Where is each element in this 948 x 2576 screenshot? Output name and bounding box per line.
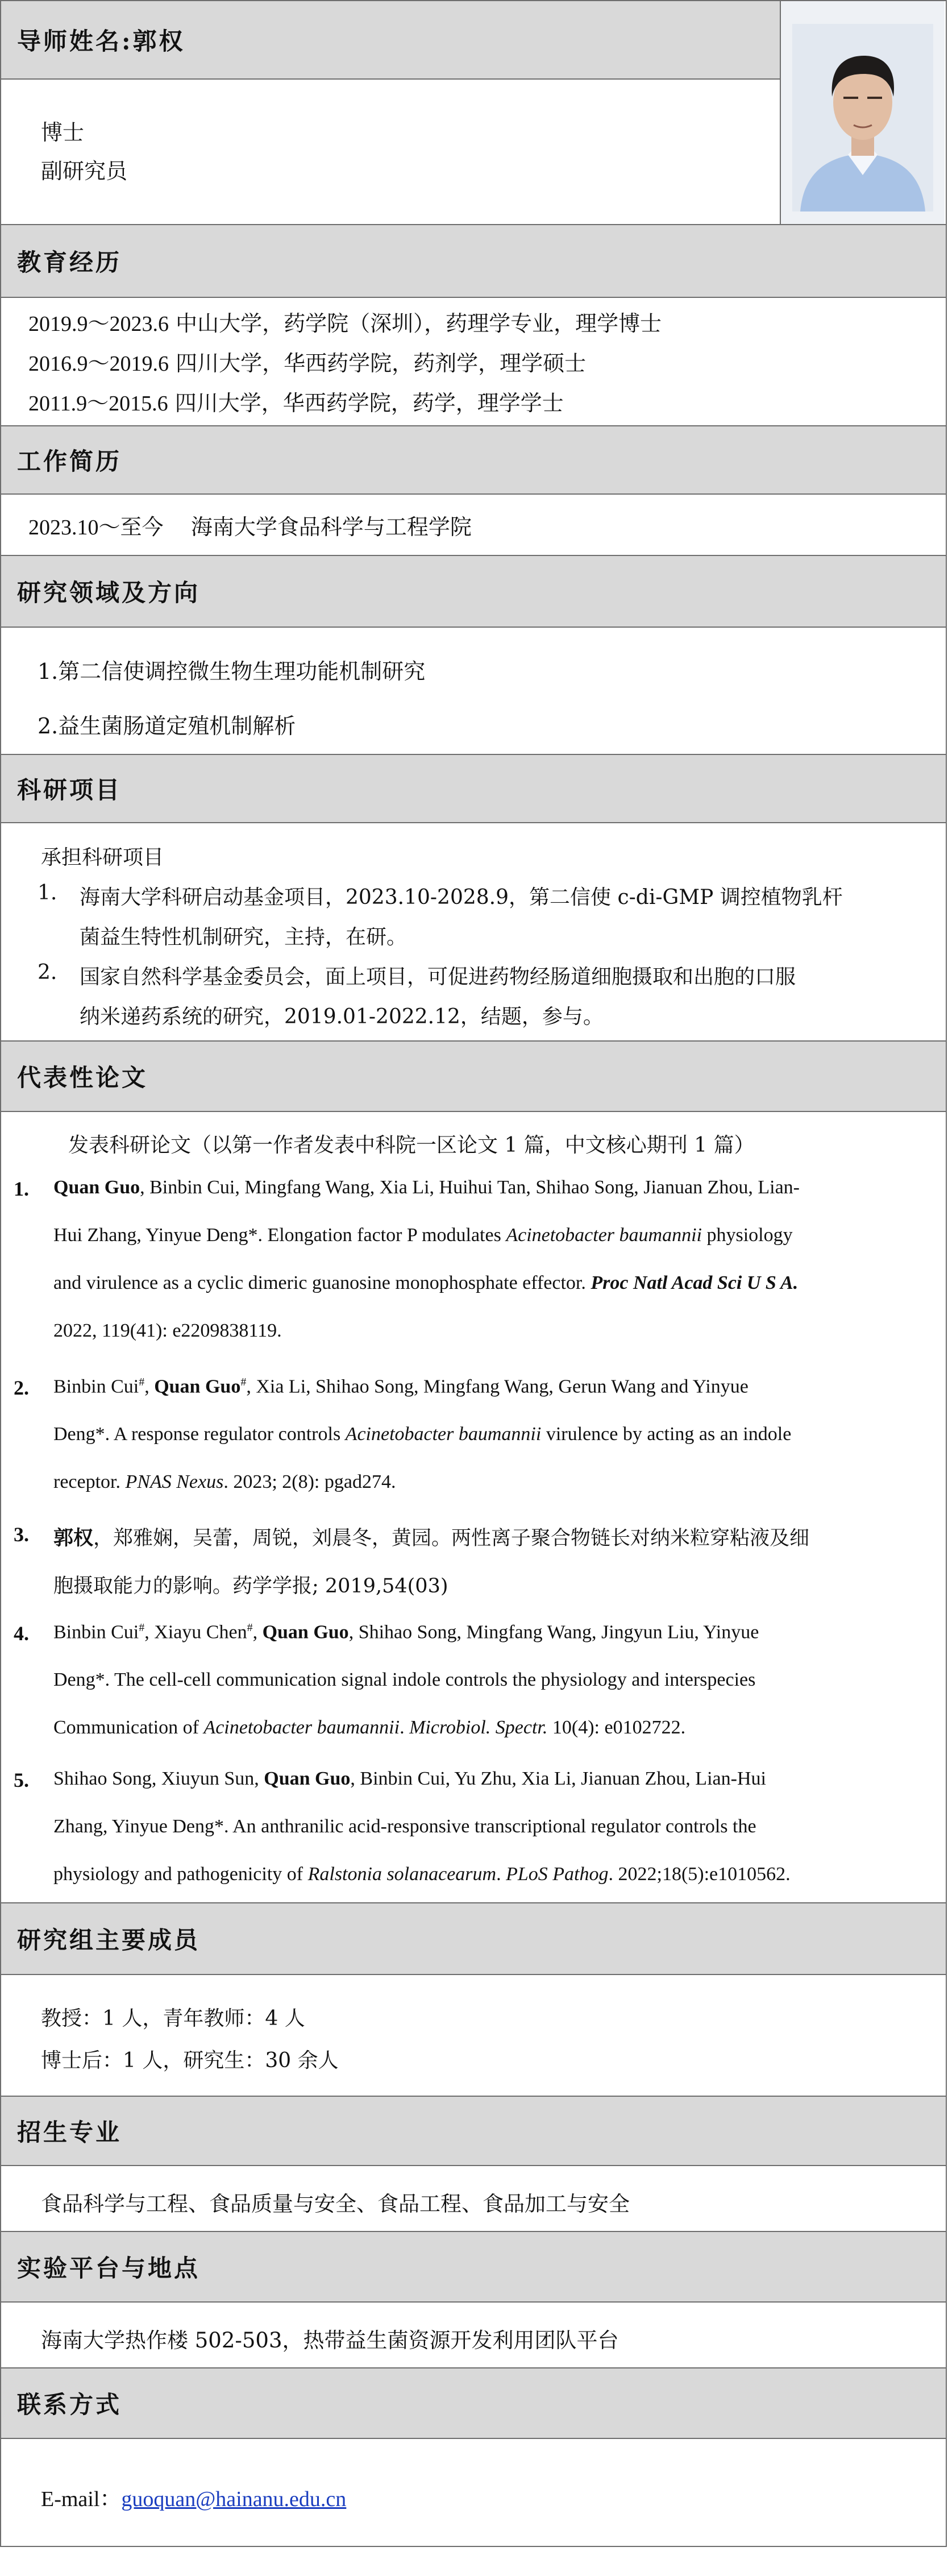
- section-header-majors: 招生专业: [1, 2097, 946, 2166]
- project-number: 2.: [38, 961, 57, 984]
- project-text: 纳米递药系统的研究，2019.01-2022.12，结题，参与。: [80, 1005, 604, 1028]
- work-block: [1, 495, 946, 556]
- paper-line: Hui Zhang, Yinyue Deng*. Elongation factor P modulates Acinetobacter baumannii physiology: [53, 1225, 793, 1246]
- paper-number: 1.: [14, 1177, 29, 1200]
- paper-line: Zhang, Yinyue Deng*. An anthranilic acid-responsive transcriptional regulator controls the: [53, 1816, 756, 1837]
- project-number: 1.: [38, 881, 57, 905]
- email-row: [41, 2481, 346, 2512]
- majors-text: 食品科学与工程、食品质量与安全、食品工程、食品加工与安全: [41, 2192, 630, 2216]
- project-text: 菌益生特性机制研究，主持，在研。: [80, 926, 408, 949]
- members-block: [1, 1975, 946, 2097]
- section-header-work: 工作简历: [1, 426, 946, 495]
- paper-line: Quan Guo, Binbin Cui, Mingfang Wang, Xia Li, Huihui Tan, Shihao Song, Jianuan Zhou, Lian-: [53, 1177, 800, 1198]
- section-header-contact: 联系方式: [1, 2368, 946, 2439]
- paper-line: Shihao Song, Xiuyun Sun, Quan Guo, Binbin Cui, Yu Zhu, Xia Li, Jianuan Zhou, Lian-Hui: [53, 1768, 766, 1789]
- email-link[interactable]: guoquan@hainanu.edu.cn: [121, 2487, 347, 2511]
- education-item: 2011.9～2015.6 四川大学，华西药学院，药学，理学学士: [28, 391, 564, 416]
- paper-line: 郭权，郑雅娴，吴蕾，周锐，刘晨冬，黄园。两性离子聚合物链长对纳米粒穿粘液及细: [53, 1526, 810, 1550]
- project-text: 国家自然科学基金委员会，面上项目，可促进药物经肠道细胞摄取和出胞的口服: [80, 965, 796, 989]
- paper-line: physiology and pathogenicity of Ralstonia solanacearum. PLoS Pathog. 2022;18(5):e1010562.: [53, 1864, 791, 1885]
- platform-block: [1, 2303, 946, 2368]
- paper-line: 胞摄取能力的影响。药学学报; 2019,54(03): [53, 1575, 448, 1598]
- paper-line: receptor. PNAS Nexus. 2023; 2(8): pgad274.: [53, 1471, 396, 1492]
- section-header-papers: 代表性论文: [1, 1042, 946, 1112]
- section-header-members: 研究组主要成员: [1, 1903, 946, 1975]
- position-title: 副研究员: [41, 159, 128, 184]
- projects-block: [1, 823, 946, 1042]
- majors-block: [1, 2166, 946, 2232]
- paper-number: 4.: [14, 1622, 29, 1645]
- email-label: E-mail：: [41, 2487, 122, 2511]
- advisor-name: 导师姓名:郭权: [17, 27, 185, 55]
- work-item: 2023.10～至今 海南大学食品科学与工程学院: [28, 515, 472, 540]
- section-header-research: 研究领域及方向: [1, 556, 946, 628]
- members-line: 教授：1 人，青年教师：4 人: [41, 2007, 305, 2030]
- paper-line: 2022, 119(41): e2209838119.: [53, 1320, 282, 1341]
- title-block: [1, 80, 780, 224]
- section-header-projects: 科研项目: [1, 755, 946, 823]
- paper-line: Deng*. A response regulator controls Acinetobacter baumannii virulence by acting as an indole: [53, 1424, 792, 1445]
- paper-number: 2.: [14, 1376, 29, 1399]
- paper-line: Deng*. The cell-cell communication signal indole controls the physiology and interspecies: [53, 1669, 756, 1690]
- paper-line: Communication of Acinetobacter baumannii. Microbiol. Spectr. 10(4): e0102722.: [53, 1717, 686, 1738]
- education-block: [1, 298, 946, 426]
- research-item: 2.益生菌肠道定殖机制解析: [38, 714, 296, 739]
- research-block: [1, 628, 946, 755]
- paper-number: 3.: [14, 1523, 29, 1546]
- degree-text: 博士: [41, 120, 85, 145]
- portrait-photo: [780, 1, 946, 224]
- paper-line: Binbin Cui#, Quan Guo#, Xia Li, Shihao Song, Mingfang Wang, Gerun Wang and Yinyue: [53, 1376, 749, 1397]
- section-header-platform: 实验平台与地点: [1, 2232, 946, 2303]
- education-item: 2016.9～2019.6 四川大学，华西药学院，药剂学，理学硕士: [28, 351, 587, 376]
- section-header-education: 教育经历: [1, 224, 946, 298]
- research-item: 1.第二信使调控微生物生理功能机制研究: [38, 659, 426, 684]
- members-line: 博士后：1 人，研究生：30 余人: [41, 2049, 339, 2072]
- paper-line: and virulence as a cyclic dimeric guanosine monophosphate effector. Proc Natl Acad Sci U S A.: [53, 1272, 799, 1293]
- projects-subtitle: 承担科研项目: [41, 846, 164, 869]
- paper-number: 5.: [14, 1769, 29, 1791]
- papers-subtitle: 发表科研论文（以第一作者发表中科院一区论文 1 篇，中文核心期刊 1 篇）: [68, 1134, 755, 1157]
- name-header: [1, 1, 780, 80]
- contact-block: [1, 2439, 946, 2546]
- paper-line: Binbin Cui#, Xiayu Chen#, Quan Guo, Shihao Song, Mingfang Wang, Jingyun Liu, Yinyue: [53, 1621, 759, 1643]
- platform-text: 海南大学热作楼 502-503，热带益生菌资源开发利用团队平台: [41, 2328, 619, 2353]
- project-text: 海南大学科研启动基金项目，2023.10-2028.9，第二信使 c-di-GMP 调控植物乳杆: [80, 886, 843, 909]
- papers-block: [1, 1112, 946, 1903]
- education-item: 2019.9～2023.6 中山大学，药学院（深圳），药理学专业，理学博士: [28, 311, 662, 336]
